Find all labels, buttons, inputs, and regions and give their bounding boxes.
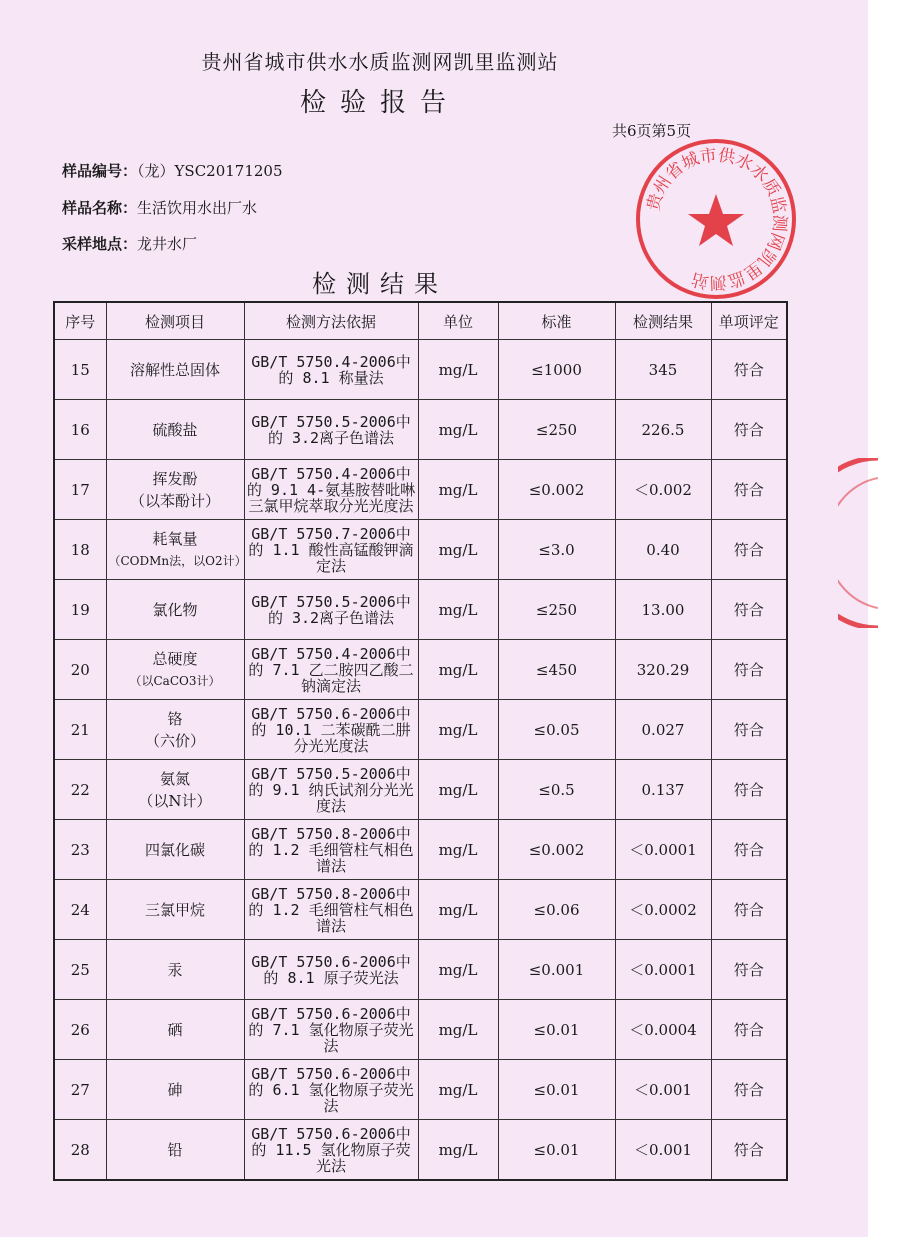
cell-no: 20: [54, 640, 106, 700]
cell-item: [106, 580, 244, 640]
cell-item: [106, 1060, 244, 1120]
cell-standard: ≤0.05: [498, 700, 615, 760]
cell-item: [106, 940, 244, 1000]
item-name: 砷: [167, 1080, 183, 1099]
cell-standard: ≤0.001: [498, 940, 615, 1000]
sample-id-row: [62, 160, 283, 181]
item-name: 溶解性总固体: [129, 360, 220, 379]
col-header-unit: 单位: [418, 302, 498, 340]
cell-unit: mg/L: [418, 760, 498, 820]
cell-result: 0.137: [615, 760, 711, 820]
cell-result: ＜0.001: [615, 1060, 711, 1120]
cell-no: 23: [54, 820, 106, 880]
sample-location-label: 采样地点：: [62, 235, 138, 253]
cell-item: [106, 880, 244, 940]
cell-method: GB/T 5750.5-2006中的 3.2离子色谱法: [244, 580, 418, 640]
cell-standard: ≤1000: [498, 340, 615, 400]
results-title: 检测结果: [312, 270, 448, 298]
item-name: 三氯甲烷: [144, 900, 205, 919]
item-name: 汞: [167, 960, 183, 979]
cell-no: 21: [54, 700, 106, 760]
cell-result: ＜0.0001: [615, 820, 711, 880]
cell-item: [106, 640, 244, 700]
item-name: 硫酸盐: [152, 420, 198, 439]
sample-location-value: 龙井水厂: [137, 235, 198, 253]
report-title: 检验报告: [299, 88, 460, 118]
col-header-item: 检测项目: [106, 302, 244, 340]
cell-no: 19: [54, 580, 106, 640]
cell-no: 24: [54, 880, 106, 940]
item-name: 氯化物: [152, 600, 198, 619]
cell-unit: mg/L: [418, 400, 498, 460]
table-row: [54, 700, 787, 760]
cell-item: [106, 1000, 244, 1060]
cell-result: ＜0.001: [615, 1120, 711, 1181]
cell-method: GB/T 5750.5-2006中的 3.2离子色谱法: [244, 400, 418, 460]
official-seal-icon: [633, 136, 799, 302]
cell-unit: mg/L: [418, 640, 498, 700]
cell-eval: 符合: [711, 460, 787, 520]
table-row: [54, 820, 787, 880]
item-name: 硒: [167, 1020, 183, 1039]
cell-result: 0.40: [615, 520, 711, 580]
sample-name-row: [62, 197, 257, 218]
cell-eval: 符合: [711, 940, 787, 1000]
cell-item: [106, 700, 244, 760]
item-name: 氨氮: [159, 769, 190, 788]
results-table: [53, 301, 788, 1181]
cell-item: [106, 340, 244, 400]
item-sub: （CODMn法，以O2计）: [108, 553, 247, 568]
table-row: [54, 460, 787, 520]
table-row: [54, 940, 787, 1000]
cell-no: 18: [54, 520, 106, 580]
cell-item: [106, 400, 244, 460]
table-row: [54, 760, 787, 820]
cell-standard: ≤0.002: [498, 460, 615, 520]
cell-standard: ≤250: [498, 400, 615, 460]
item-sub: （六价）: [144, 731, 205, 750]
col-header-eval: 单项评定: [711, 302, 787, 340]
cell-item: [106, 820, 244, 880]
col-header-no: 序号: [54, 302, 106, 340]
col-header-method: 检测方法依据: [244, 302, 418, 340]
cell-unit: mg/L: [418, 1060, 498, 1120]
item-name: 总硬度: [152, 649, 198, 668]
table-row: [54, 1120, 787, 1181]
table-row: [54, 880, 787, 940]
partial-seal-icon: [838, 458, 878, 628]
cell-standard: ≤0.002: [498, 820, 615, 880]
cell-unit: mg/L: [418, 340, 498, 400]
cell-eval: 符合: [711, 640, 787, 700]
cell-result: 320.29: [615, 640, 711, 700]
cell-no: 27: [54, 1060, 106, 1120]
cell-method: GB/T 5750.6-2006中的 11.5 氢化物原子荧光法: [244, 1120, 418, 1181]
seal-text: 贵州省城市供水水质监测网凯里监测站: [643, 145, 790, 293]
cell-eval: 符合: [711, 580, 787, 640]
cell-unit: mg/L: [418, 940, 498, 1000]
cell-unit: mg/L: [418, 520, 498, 580]
item-sub: （以N计）: [138, 791, 212, 810]
table-row: [54, 580, 787, 640]
cell-method: GB/T 5750.6-2006中的 10.1 二苯碳酰二肼分光光度法: [244, 700, 418, 760]
cell-item: [106, 460, 244, 520]
table-row: [54, 400, 787, 460]
cell-standard: ≤250: [498, 580, 615, 640]
cell-method: GB/T 5750.5-2006中的 9.1 纳氏试剂分光光度法: [244, 760, 418, 820]
cell-eval: 符合: [711, 1000, 787, 1060]
cell-method: GB/T 5750.4-2006中的 7.1 乙二胺四乙酸二钠滴定法: [244, 640, 418, 700]
cell-eval: 符合: [711, 760, 787, 820]
cell-item: [106, 1120, 244, 1181]
cell-unit: mg/L: [418, 700, 498, 760]
cell-unit: mg/L: [418, 460, 498, 520]
cell-eval: 符合: [711, 520, 787, 580]
results-body: [54, 340, 787, 1181]
cell-eval: 符合: [711, 880, 787, 940]
cell-eval: 符合: [711, 820, 787, 880]
sample-location-row: [62, 233, 197, 254]
cell-unit: mg/L: [418, 880, 498, 940]
cell-method: GB/T 5750.8-2006中的 1.2 毛细管柱气相色谱法: [244, 820, 418, 880]
cell-standard: ≤450: [498, 640, 615, 700]
cell-method: GB/T 5750.8-2006中的 1.2 毛细管柱气相色谱法: [244, 880, 418, 940]
cell-standard: ≤0.5: [498, 760, 615, 820]
cell-standard: ≤3.0: [498, 520, 615, 580]
cell-method: GB/T 5750.4-2006中的 8.1 称量法: [244, 340, 418, 400]
cell-result: 0.027: [615, 700, 711, 760]
cell-eval: 符合: [711, 1120, 787, 1181]
org-name: 贵州省城市供水水质监测网凯里监测站: [201, 50, 559, 74]
cell-result: 226.5: [615, 400, 711, 460]
cell-method: GB/T 5750.6-2006中的 6.1 氢化物原子荧光法: [244, 1060, 418, 1120]
cell-result: 13.00: [615, 580, 711, 640]
cell-eval: 符合: [711, 400, 787, 460]
sample-name-value: 生活饮用水出厂水: [137, 199, 258, 217]
table-row: [54, 640, 787, 700]
cell-no: 26: [54, 1000, 106, 1060]
cell-item: [106, 520, 247, 580]
cell-item: [106, 760, 244, 820]
cell-method: GB/T 5750.4-2006中的 9.1 4-氨基胺替吡啉三氯甲烷萃取分光光度法: [244, 460, 418, 520]
cell-unit: mg/L: [418, 1120, 498, 1181]
table-row: [54, 1000, 787, 1060]
cell-no: 25: [54, 940, 106, 1000]
cell-result: 345: [615, 340, 711, 400]
item-sub: （以CaCO3计）: [129, 673, 221, 688]
sample-id-value: （龙）YSC20171205: [137, 162, 283, 180]
col-header-result: 检测结果: [615, 302, 711, 340]
item-name: 挥发酚: [152, 469, 198, 488]
item-sub: （以苯酚计）: [129, 491, 220, 510]
cell-method: GB/T 5750.6-2006中的 7.1 氢化物原子荧光法: [244, 1000, 418, 1060]
table-row: [54, 520, 787, 580]
cell-no: 17: [54, 460, 106, 520]
cell-no: 22: [54, 760, 106, 820]
item-name: 四氯化碳: [144, 840, 205, 859]
table-row: [54, 340, 787, 400]
sample-id-label: 样品编号：: [62, 162, 138, 180]
cell-no: 28: [54, 1120, 106, 1181]
cell-eval: 符合: [711, 1060, 787, 1120]
table-header-row: [54, 302, 787, 340]
item-name: 耗氧量: [152, 529, 198, 548]
cell-standard: ≤0.01: [498, 1120, 615, 1181]
cell-standard: ≤0.01: [498, 1060, 615, 1120]
cell-result: ＜0.0002: [615, 880, 711, 940]
cell-method: GB/T 5750.7-2006中的 1.1 酸性高锰酸钾滴定法: [244, 520, 418, 580]
page-info: 共6页第5页: [612, 122, 692, 140]
cell-result: ＜0.0004: [615, 1000, 711, 1060]
item-name: 铬: [167, 709, 183, 728]
sample-name-label: 样品名称：: [62, 199, 138, 217]
cell-no: 16: [54, 400, 106, 460]
cell-standard: ≤0.01: [498, 1000, 615, 1060]
cell-result: ＜0.0001: [615, 940, 711, 1000]
cell-result: ＜0.002: [615, 460, 711, 520]
cell-unit: mg/L: [418, 820, 498, 880]
table-row: [54, 1060, 787, 1120]
item-name: 铅: [167, 1140, 183, 1159]
cell-unit: mg/L: [418, 580, 498, 640]
cell-standard: ≤0.06: [498, 880, 615, 940]
cell-eval: 符合: [711, 340, 787, 400]
cell-no: 15: [54, 340, 106, 400]
cell-eval: 符合: [711, 700, 787, 760]
cell-unit: mg/L: [418, 1000, 498, 1060]
cell-method: GB/T 5750.6-2006中的 8.1 原子荧光法: [244, 940, 418, 1000]
col-header-standard: 标准: [498, 302, 615, 340]
